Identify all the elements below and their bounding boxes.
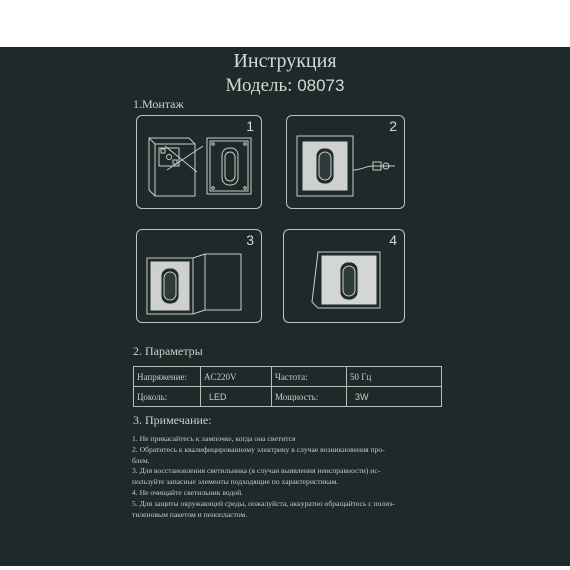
note-line: 5. Для защиты окружающей среды, пожалуйста, аккуратно обращайтесь с полиэ- <box>132 498 395 508</box>
params-heading: 2. Параметры <box>133 344 203 358</box>
table-cell: AC220V <box>201 367 272 387</box>
note-line: 4. Не очищайте светильник водой. <box>132 487 244 497</box>
step-2-illustration <box>287 116 404 208</box>
step-number: 3 <box>246 232 254 248</box>
notes-list <box>132 434 462 520</box>
model-number: 08073 <box>297 76 345 95</box>
note-line: 3. Для восстановления светильника (в случаи выявления неисправности) ис- <box>132 466 381 476</box>
note-line: 1. Не прикасайтесь к лампочке, когда она светится <box>132 434 296 443</box>
note-line: блем. <box>132 455 150 465</box>
mounting-step-1 <box>136 115 262 209</box>
step-3-illustration <box>137 230 261 322</box>
model-label: Модель: <box>225 75 293 96</box>
step-number: 1 <box>246 118 254 134</box>
step-1-illustration <box>137 116 261 208</box>
table-cell: LED <box>201 387 272 407</box>
step-number: 4 <box>389 232 397 248</box>
note-line: 2. Обратитесь к квалифицированному электрику в случае возникновения про- <box>132 444 385 454</box>
notes-heading: 3. Примечание: <box>133 413 212 427</box>
table-cell: 3W <box>347 387 442 407</box>
table-cell: Мощность: <box>272 387 347 407</box>
mounting-step-2 <box>286 115 405 209</box>
table-cell: Цоколь: <box>134 387 201 407</box>
table-cell: Напряжение: <box>134 367 201 387</box>
step-4-illustration <box>284 230 404 322</box>
table-row <box>134 387 442 407</box>
note-line: пользуйте запасные элементы подходящие по характеристикам. <box>132 477 339 487</box>
parameters-table <box>133 366 442 407</box>
table-row <box>134 367 442 387</box>
model-line <box>0 75 570 97</box>
mounting-step-4 <box>283 229 405 323</box>
note-line: тиленовым пакетом и пенопластом. <box>132 509 248 519</box>
table-cell: 50 Гц <box>347 367 442 387</box>
page-title: Инструкция <box>233 50 337 72</box>
mounting-heading: 1.Монтаж <box>133 97 184 111</box>
step-number: 2 <box>389 118 397 134</box>
table-cell: Частота: <box>272 367 347 387</box>
mounting-step-3 <box>136 229 262 323</box>
